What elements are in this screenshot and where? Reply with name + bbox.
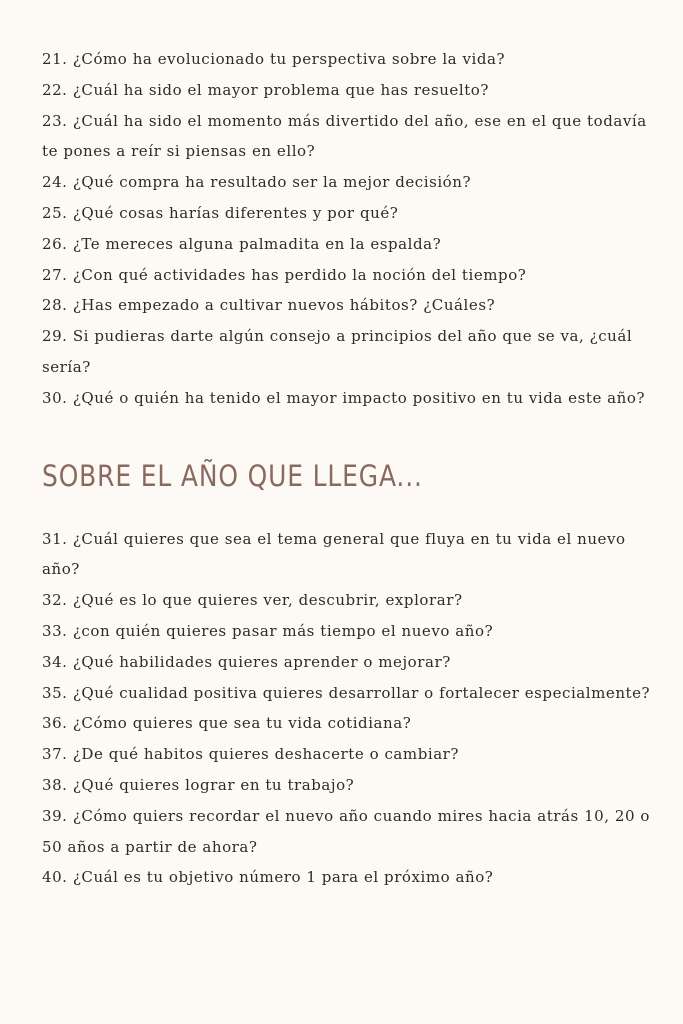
question-38: 38. ¿Qué quieres lograr en tu trabajo? [42, 775, 355, 794]
question-32: 32. ¿Qué es lo que quieres ver, descubrir, explorar? [42, 591, 463, 610]
question-40: 40. ¿Cuál es tu objetivo número 1 para el próximo año? [42, 868, 494, 887]
question-22: 22. ¿Cuál ha sido el mayor problema que has resuelto? [42, 80, 489, 99]
question-27: 27. ¿Con qué actividades has perdido la noción del tiempo? [42, 265, 527, 284]
question-31: 31. ¿Cuál quieres que sea el tema general que fluya en tu vida el nuevo año? [42, 529, 626, 579]
question-21: 21. ¿Cómo ha evolucionado tu perspectiva sobre la vida? [42, 50, 506, 68]
question-25: 25. ¿Qué cosas harías diferentes y por qué? [42, 203, 399, 222]
question-list-next-year [42, 524, 663, 894]
question-37: 37. ¿De qué habitos quieres deshacerte o cambiar? [42, 745, 459, 764]
question-24: 24. ¿Qué compra ha resultado ser la mejor decisión? [42, 173, 472, 192]
question-29: 29. Si pudieras darte algún consejo a principios del año que se va, ¿cuál sería? [42, 327, 633, 376]
question-39: 39. ¿Cómo quiers recordar el nuevo año cuando mires hacia atrás 10, 20 o 50 años a partir de ahora? [42, 806, 650, 856]
question-list-past-year [42, 44, 663, 414]
section-heading-next-year: SOBRE EL AÑO QUE LLEGA... [42, 458, 423, 493]
question-33: 33. ¿con quién quieres pasar más tiempo el nuevo año? [42, 621, 494, 640]
question-35: 35. ¿Qué cualidad positiva quieres desarrollar o fortalecer especialmente? [42, 683, 651, 702]
question-34: 34. ¿Qué habilidades quieres aprender o mejorar? [42, 652, 451, 671]
question-36: 36. ¿Cómo quieres que sea tu vida cotidiana? [42, 714, 412, 733]
question-26: 26. ¿Te mereces alguna palmadita en la espalda? [42, 234, 442, 253]
question-30: 30. ¿Qué o quién ha tenido el mayor impacto positivo en tu vida este año? [42, 388, 646, 407]
question-23: 23. ¿Cuál ha sido el momento más divertido del año, ese en el que todavía te pones a reír si piensas en ello? [42, 111, 647, 161]
question-28: 28. ¿Has empezado a cultivar nuevos hábitos? ¿Cuáles? [42, 296, 496, 315]
